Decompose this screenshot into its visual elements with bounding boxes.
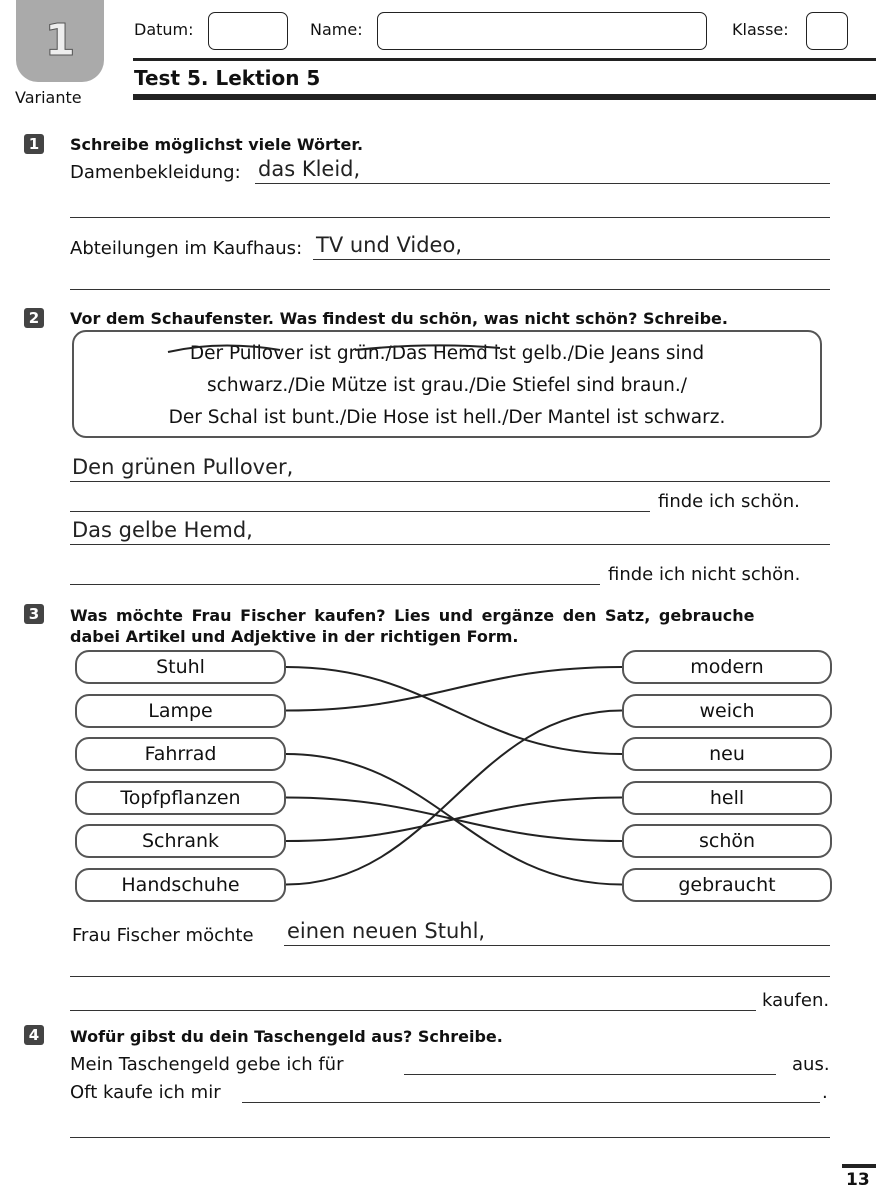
task2-answer1: Den grünen Pullover, [72,455,294,479]
box-line: schwarz./Die Mütze ist grau./Die Stiefel sind braun./ [207,375,687,396]
task4-instruction: Wofür gibst du dein Taschengeld aus? Schreibe. [70,1027,503,1046]
adjective-box[interactable]: gebraucht [622,868,832,902]
task1-instruction: Schreibe möglichst viele Wörter. [70,135,364,154]
answer-line[interactable] [284,945,830,946]
task2-suffix2: finde ich nicht schön. [608,564,801,585]
box-line: Der Pullover ist grün./Das Hemd ist gelb./Die Jeans sind [189,343,705,364]
noun-box[interactable]: Handschuhe [75,868,286,902]
task1-prompt2: Abteilungen im Kaufhaus: [70,238,303,259]
page-title: Test 5. Lektion 5 [134,66,321,90]
task3-answer: einen neuen Stuhl, [287,919,486,943]
task3-sentence-end: kaufen. [762,990,830,1011]
page-number-bar [842,1164,876,1168]
task4-line2-end: . [822,1082,828,1103]
task1-prompt1: Damenbekleidung: [70,162,241,183]
task4-line2-start: Oft kaufe ich mir [70,1082,221,1103]
task-number-2: 2 [24,308,44,328]
match-line [286,667,622,754]
noun-box[interactable]: Schrank [75,824,286,858]
box-line: Der Schal ist bunt./Die Hose ist hell./Der Mantel ist schwarz. [168,407,726,428]
answer-line[interactable] [70,1010,756,1011]
task2-instruction: Vor dem Schaufenster. Was findest du schön, was nicht schön? Schreibe. [70,309,728,328]
task-number-1: 1 [24,134,44,154]
adjective-box[interactable]: neu [622,737,832,771]
task2-suffix1: finde ich schön. [658,491,800,512]
noun-box[interactable]: Fahrrad [75,737,286,771]
name-label: Name: [310,20,363,39]
answer-line[interactable] [70,1137,830,1138]
task4-line1-end: aus. [792,1054,830,1075]
task4-line1-start: Mein Taschengeld gebe ich für [70,1054,344,1075]
match-line [286,711,622,885]
task3-instruction-2: dabei Artikel und Adjektive in der richtigen Form. [70,627,519,646]
adjective-box[interactable]: hell [622,781,832,815]
task2-answer2: Das gelbe Hemd, [72,518,253,542]
klasse-label: Klasse: [732,20,789,39]
adjective-box[interactable]: schön [622,824,832,858]
answer-line[interactable] [242,1102,820,1103]
task3-sentence-start: Frau Fischer möchte [72,925,254,946]
page-number: 13 [846,1170,870,1190]
variant-label: Variante [15,88,82,107]
answer-line[interactable] [404,1074,776,1075]
match-line [286,798,622,842]
task-number-4: 4 [24,1025,44,1045]
datum-label: Datum: [134,20,194,39]
answer-line[interactable] [70,976,830,977]
task3-instruction-1: Was möchte Frau Fischer kaufen? Lies und ergänze den Satz, gebrauche [70,606,755,625]
task1-answer1: das Kleid, [258,157,361,181]
adjective-box[interactable]: modern [622,650,832,684]
noun-box[interactable]: Stuhl [75,650,286,684]
match-line [286,667,622,711]
noun-box[interactable]: Topfpflanzen [75,781,286,815]
noun-box[interactable]: Lampe [75,694,286,728]
variant-number: 1 [44,15,76,66]
adjective-box[interactable]: weich [622,694,832,728]
task1-answer2: TV und Video, [316,233,463,257]
task-number-3: 3 [24,604,44,624]
